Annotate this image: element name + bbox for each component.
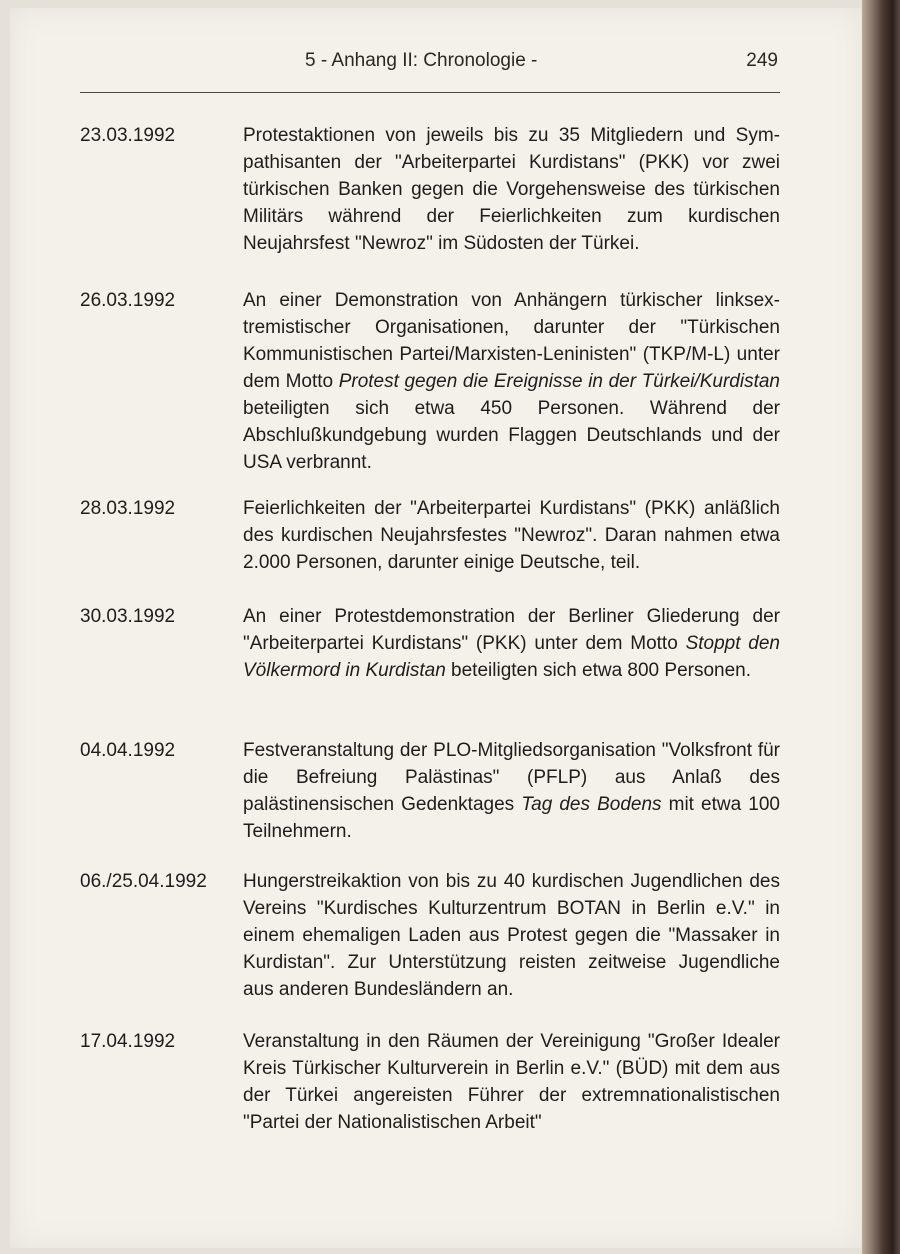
entry-text-part: An einer Protestdemonstration der Berliner Gliederung der "Arbeiterpartei Kurdistans" (PKK) unter dem Motto xyxy=(243,606,780,654)
entry-text-italic: Tag des Bodens xyxy=(521,794,662,815)
page-number: 249 xyxy=(746,50,778,71)
entry-date: 23.03.1992 xyxy=(80,125,176,146)
entry-date: 06./25.04.1992 xyxy=(80,871,207,892)
entry-text xyxy=(243,603,780,684)
entry-text: Feierlichkeiten der "Arbeiterpartei Kurdistans" (PKK) anläßlich des kurdischen Neujahrsfestes "Newroz". Daran nahmen etwa 2.000 Personen, darunter einige Deutsche, teil. xyxy=(243,498,780,573)
entry-text: Protestaktionen von jeweils bis zu 35 Mitgliedern und Sympathisanten der "Arbeiterpartei Kurdistans" (PKK) vor zwei türkischen Banken gegen die Vorgehensweise des türkischen Militärs während der Feierlichkeiten zum kurdischen Neujahrsfest "Newroz" im Südosten der Türkei. xyxy=(243,125,780,254)
entry-text-italic: Protest gegen die Ereignisse in der Türkei/Kurdistan xyxy=(338,371,780,392)
entry-date: 26.03.1992 xyxy=(80,290,176,311)
entry-text: Veranstaltung in den Räumen der Vereinigung "Großer Idealer Kreis Türkischer Kulturverein in Berlin e.V." (BÜD) mit dem aus der Türkei angereisten Führer der extremnationalistischen "Partei der Nationalistischen Arbeit" xyxy=(243,1031,780,1133)
entry-text xyxy=(243,737,780,845)
entry-date: 17.04.1992 xyxy=(80,1031,176,1052)
running-header xyxy=(80,50,780,80)
entry-date: 30.03.1992 xyxy=(80,606,176,627)
entry-text-part: beteiligten sich etwa 450 Personen. Während der Abschlußkundgebung wurden Flaggen Deutschlands und der USA verbrannt. xyxy=(243,398,780,473)
entry-text-part: Festveranstaltung der PLO-Mitgliedsorganisation "Volksfront für die Befreiung Palästinas" (PFLP) aus Anlaß des palästinensischen Gedenktages xyxy=(243,740,780,815)
entry-text-part: mit etwa 100 Teilnehmern. xyxy=(243,794,780,842)
entry-text-italic: Stoppt den Völkermord in Kurdistan xyxy=(243,633,780,681)
header-rule xyxy=(80,92,780,93)
entry-text-part: An einer Demonstration von Anhängern türkischer linksextremistischer Organisationen, darunter der "Türkischen Kommunistischen Partei/Marxisten-Leninisten" (TKP/M-L) unter dem Motto xyxy=(243,290,780,392)
entry-text: Hungerstreikaktion von bis zu 40 kurdischen Jugendlichen des Vereins "Kurdisches Kulturzentrum BOTAN in Berlin e.V." in einem ehemaligen Laden aus Protest gegen die "Massaker in Kurdistan". Zur Unterstützung reisten zeitweise Jugendliche aus anderen Bundesländern an. xyxy=(243,871,780,1000)
header-title: 5 - Anhang II: Chronologie - xyxy=(305,50,538,71)
entry-text-part: beteiligten sich etwa 800 Personen. xyxy=(445,660,752,681)
book-spine-shadow xyxy=(862,0,900,1254)
entry-date: 28.03.1992 xyxy=(80,498,176,519)
entry-text xyxy=(243,287,780,476)
entry-date: 04.04.1992 xyxy=(80,740,176,761)
